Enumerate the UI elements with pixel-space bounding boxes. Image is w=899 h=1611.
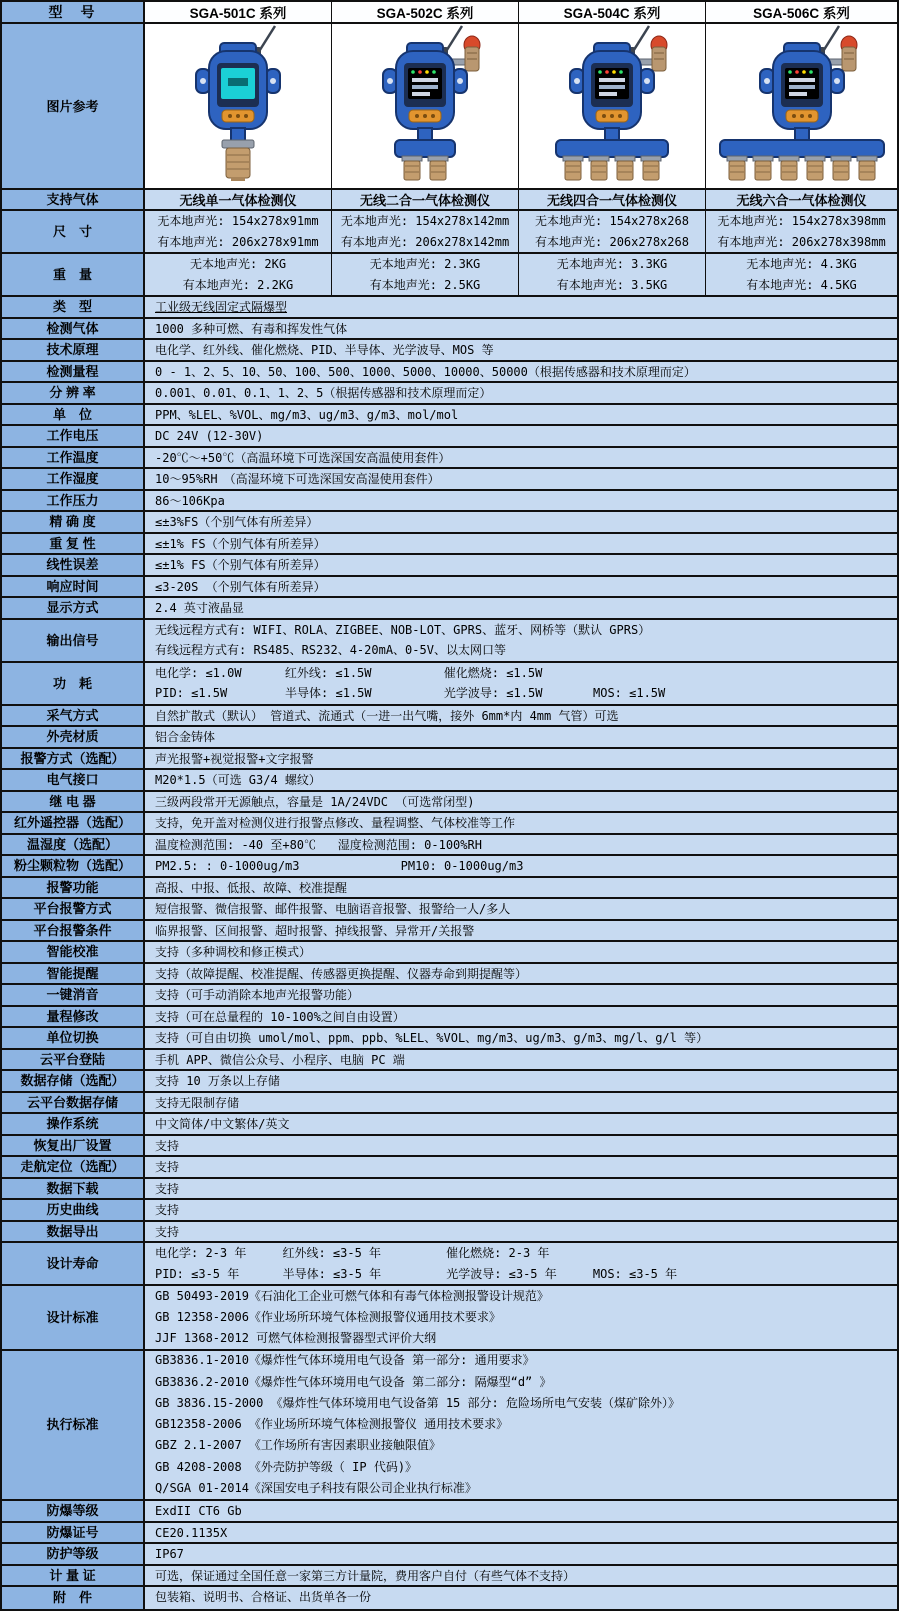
product-image-cell bbox=[519, 24, 706, 188]
product-image-cell bbox=[706, 24, 897, 188]
spec-row-value bbox=[145, 1544, 897, 1564]
spec-row-value bbox=[145, 1179, 897, 1199]
spec-row bbox=[2, 448, 897, 470]
spec-row-label: 平台报警条件 bbox=[2, 921, 145, 941]
spec-value-line: 支持（可自由切换 umol/mol、ppm、ppb、%LEL、%VOL、mg/m3、ug/m3、g/m3、mg/l、g/l 等） bbox=[155, 1031, 709, 1045]
spec-row-value bbox=[145, 1071, 897, 1091]
spec-row bbox=[2, 1501, 897, 1523]
spec-row-label: 工作压力 bbox=[2, 491, 145, 511]
spec-row bbox=[2, 1007, 897, 1029]
weight-row-label: 重 量 bbox=[2, 254, 145, 295]
weight-row-cell bbox=[145, 254, 332, 295]
spec-row-value bbox=[145, 1286, 897, 1349]
spec-row-label: 执行标准 bbox=[2, 1351, 145, 1500]
spec-row-label: 单 位 bbox=[2, 405, 145, 425]
spec-row-label: 智能校准 bbox=[2, 942, 145, 962]
spec-row bbox=[2, 985, 897, 1007]
spec-row bbox=[2, 491, 897, 513]
spec-value-line: IP67 bbox=[155, 1547, 184, 1561]
spec-row bbox=[2, 1351, 897, 1502]
product-image-row bbox=[2, 24, 897, 190]
spec-row-value bbox=[145, 319, 897, 339]
supported-gas-row bbox=[2, 190, 897, 211]
spec-row-value bbox=[145, 1587, 897, 1609]
spec-row-value bbox=[145, 383, 897, 403]
weight-row-value: 有本地声光: 4.5KG bbox=[746, 277, 857, 292]
spec-row-label: 重 复 性 bbox=[2, 534, 145, 554]
spec-row-label: 功 耗 bbox=[2, 663, 145, 704]
spec-row-label: 防爆等级 bbox=[2, 1501, 145, 1521]
spec-row bbox=[2, 1523, 897, 1545]
spec-value-line: GB 50493-2019《石油化工企业可燃气体和有毒气体检测报警设计规范》 bbox=[155, 1289, 549, 1303]
size-row bbox=[2, 211, 897, 254]
spec-row bbox=[2, 856, 897, 878]
spec-row bbox=[2, 1222, 897, 1244]
size-row-value: 无本地声光: 154x278x398mm bbox=[717, 213, 886, 228]
spec-row-value bbox=[145, 835, 897, 855]
spec-value-line: 支持（可手动消除本地声光报警功能） bbox=[155, 988, 360, 1002]
spec-row-value bbox=[145, 297, 897, 317]
spec-value-line: JJF 1368-2012 可燃气体检测报警器型式评价大纲 bbox=[155, 1330, 437, 1345]
spec-value-line: PPM、%LEL、%VOL、mg/m3、ug/m3、g/m3、mol/mol bbox=[155, 407, 459, 422]
spec-row bbox=[2, 1566, 897, 1588]
spec-row-label: 报警功能 bbox=[2, 878, 145, 898]
spec-row-value bbox=[145, 899, 897, 919]
spec-row-label: 报警方式（选配） bbox=[2, 749, 145, 769]
spec-value-line: GB3836.1-2010《爆炸性气体环境用电气设备 第一部分: 通用要求》 bbox=[155, 1353, 535, 1368]
spec-value-line: 86～106Kpa bbox=[155, 493, 225, 508]
spec-value-line: 工业级无线固定式隔爆型 bbox=[155, 300, 288, 314]
weight-row-value: 无本地声光: 2.3KG bbox=[369, 256, 481, 271]
spec-value-line: 手机 APP、微信公众号、小程序、电脑 PC 端 bbox=[155, 1052, 405, 1067]
spec-row bbox=[2, 383, 897, 405]
spec-row-label: 检测量程 bbox=[2, 362, 145, 382]
spec-row bbox=[2, 1028, 897, 1050]
spec-value-line: 无线远程方式有: WIFI、ROLA、ZIGBEE、NOB-LOT、GPRS、蓝牙、网桥等（默认 GPRS） bbox=[155, 622, 651, 637]
spec-row-value bbox=[145, 426, 897, 446]
spec-value-line: 支持（故障提醒、校准提醒、传感器更换提醒、仪器寿命到期提醒等） bbox=[155, 966, 528, 981]
spec-row-label: 类 型 bbox=[2, 297, 145, 317]
spec-row-label: 数据导出 bbox=[2, 1222, 145, 1242]
spec-row bbox=[2, 1243, 897, 1286]
spec-value-line: 电化学: 2-3 年 红外线: ≤3-5 年 催化燃烧: 2-3 年 bbox=[155, 1246, 550, 1260]
spec-value-line: PID: ≤3-5 年 半导体: ≤3-5 年 光学波导: ≤3-5 年 MOS: ≤3-5 年 bbox=[155, 1266, 678, 1281]
weight-row-value: 有本地声光: 2.5KG bbox=[369, 277, 481, 292]
spec-row bbox=[2, 340, 897, 362]
spec-row-label: 防护等级 bbox=[2, 1544, 145, 1564]
size-row-cell bbox=[145, 211, 332, 252]
spec-value-line: 可选，保证通过全国任意一家第三方计量院，费用客户自付（有些气体不支持） bbox=[155, 1568, 576, 1583]
spec-row-label: 电气接口 bbox=[2, 770, 145, 790]
spec-value-line: GB3836.2-2010《爆炸性气体环境用电气设备 第二部分: 隔爆型“d” 》 bbox=[155, 1374, 552, 1389]
spec-row-value bbox=[145, 491, 897, 511]
spec-value-line: 三级两段常开无源触点，容量是 1A/24VDC （可选常闭型) bbox=[155, 794, 475, 809]
size-row-value: 无本地声光: 154x278x142mm bbox=[340, 213, 510, 228]
spec-row bbox=[2, 749, 897, 771]
spec-row-value bbox=[145, 1566, 897, 1586]
spec-row-label: 量程修改 bbox=[2, 1007, 145, 1027]
weight-row-value: 无本地声光: 2KG bbox=[189, 256, 287, 271]
size-row-label: 尺 寸 bbox=[2, 211, 145, 252]
spec-row-label: 工作温度 bbox=[2, 448, 145, 468]
spec-row-label: 采气方式 bbox=[2, 706, 145, 726]
size-row-value: 有本地声光: 206x278x91mm bbox=[157, 234, 319, 249]
spec-row-label: 一键消音 bbox=[2, 985, 145, 1005]
size-row-value: 无本地声光: 154x278x268 bbox=[535, 213, 689, 228]
size-row-cell bbox=[332, 211, 519, 252]
spec-value-line: ≤±1% FS（个别气体有所差异） bbox=[155, 558, 326, 572]
sga-501c-detector-image bbox=[148, 25, 328, 188]
spec-row-value bbox=[145, 706, 897, 726]
spec-value-line: DC 24V (12-30V) bbox=[155, 429, 264, 443]
spec-row-label: 输出信号 bbox=[2, 620, 145, 661]
spec-row-value bbox=[145, 340, 897, 360]
spec-value-line: 电化学、红外线、催化燃烧、PID、半导体、光学波导、MOS 等 bbox=[155, 343, 494, 357]
spec-row-value bbox=[145, 620, 897, 661]
spec-row-value bbox=[145, 813, 897, 833]
model-header-cell: SGA-502C 系列 bbox=[332, 2, 519, 22]
spec-row bbox=[2, 534, 897, 556]
supported-gas-cell: 无线单一气体检测仪 bbox=[145, 190, 332, 209]
supported-gas-cell: 无线四合一气体检测仪 bbox=[519, 190, 706, 209]
spec-row-label: 外壳材质 bbox=[2, 727, 145, 747]
spec-value-line: Q/SGA 01-2014《深国安电子科技有限公司企业执行标准》 bbox=[155, 1480, 477, 1495]
spec-row-label: 线性误差 bbox=[2, 555, 145, 575]
spec-row bbox=[2, 512, 897, 534]
spec-value-line: ≤±3%FS（个别气体有所差异） bbox=[155, 515, 319, 529]
spec-value-line: M20*1.5（可选 G3/4 螺纹） bbox=[155, 773, 321, 787]
spec-value-line: 0.001、0.01、0.1、1、2、5（根据传感器和技术原理而定） bbox=[155, 386, 492, 400]
spec-value-line: 支持 bbox=[155, 1203, 180, 1217]
spec-value-line: 温度检测范围: -40 至+80℃ 湿度检测范围: 0-100%RH bbox=[155, 837, 482, 852]
spec-row-value bbox=[145, 362, 897, 382]
spec-row bbox=[2, 598, 897, 620]
product-image-cell bbox=[145, 24, 332, 188]
spec-row bbox=[2, 1114, 897, 1136]
spec-row-value bbox=[145, 512, 897, 532]
spec-row-label: 恢复出厂设置 bbox=[2, 1136, 145, 1156]
sga-502c-detector-image bbox=[335, 25, 515, 188]
spec-row bbox=[2, 1200, 897, 1222]
spec-row-value bbox=[145, 1157, 897, 1177]
spec-row bbox=[2, 663, 897, 706]
spec-row bbox=[2, 1587, 897, 1609]
spec-row-label: 单位切换 bbox=[2, 1028, 145, 1048]
spec-value-line: 电化学: ≤1.0W 红外线: ≤1.5W 催化燃烧: ≤1.5W bbox=[155, 665, 543, 680]
weight-row-value: 无本地声光: 4.3KG bbox=[746, 256, 857, 271]
spec-value-line: 支持 bbox=[155, 1138, 180, 1153]
spec-value-line: PM2.5: : 0-1000ug/m3 PM10: 0-1000ug/m3 bbox=[155, 859, 524, 873]
spec-row bbox=[2, 792, 897, 814]
spec-row-label: 分 辨 率 bbox=[2, 383, 145, 403]
sga-506c-detector-image bbox=[712, 25, 892, 188]
spec-row-value bbox=[145, 405, 897, 425]
spec-row bbox=[2, 878, 897, 900]
spec-value-line: 高报、中报、低报、故障、校准提醒 bbox=[155, 880, 348, 895]
spec-value-line: GB 12358-2006《作业场所环境气体检测报警仪通用技术要求》 bbox=[155, 1309, 501, 1324]
spec-row-label: 设计标准 bbox=[2, 1286, 145, 1349]
spec-row-label: 云平台登陆 bbox=[2, 1050, 145, 1070]
spec-value-line: 中文简体/中文繁体/英文 bbox=[155, 1117, 290, 1131]
spec-row-value bbox=[145, 577, 897, 597]
spec-row-value bbox=[145, 1093, 897, 1113]
spec-row-label: 平台报警方式 bbox=[2, 899, 145, 919]
model-header-label: 型 号 bbox=[2, 2, 145, 22]
weight-row-value: 有本地声光: 2.2KG bbox=[182, 277, 294, 292]
spec-row bbox=[2, 469, 897, 491]
spec-value-line: 声光报警+视觉报警+文字报警 bbox=[155, 751, 314, 766]
spec-row-value bbox=[145, 448, 897, 468]
spec-row-value bbox=[145, 985, 897, 1005]
spec-row bbox=[2, 1157, 897, 1179]
spec-row bbox=[2, 1050, 897, 1072]
spec-row-value bbox=[145, 1222, 897, 1242]
spec-row-value bbox=[145, 1523, 897, 1543]
weight-row-value: 有本地声光: 3.5KG bbox=[556, 277, 668, 292]
model-header-cell: SGA-501C 系列 bbox=[145, 2, 332, 22]
spec-row-label: 红外遥控器（选配） bbox=[2, 813, 145, 833]
spec-row-value bbox=[145, 1007, 897, 1027]
spec-row-value bbox=[145, 942, 897, 962]
spec-row bbox=[2, 770, 897, 792]
spec-value-line: 临界报警、区间报警、超时报警、掉线报警、异常开/关报警 bbox=[155, 923, 475, 938]
spec-row-value bbox=[145, 555, 897, 575]
supported-gas-cell: 无线二合一气体检测仪 bbox=[332, 190, 519, 209]
weight-row-value: 无本地声光: 3.3KG bbox=[556, 256, 668, 271]
spec-row-label: 粉尘颗粒物（选配） bbox=[2, 856, 145, 876]
spec-row-label: 云平台数据存储 bbox=[2, 1093, 145, 1113]
spec-row bbox=[2, 1179, 897, 1201]
spec-row-value bbox=[145, 598, 897, 618]
spec-row bbox=[2, 1286, 897, 1351]
spec-value-line: PID: ≤1.5W 半导体: ≤1.5W 光学波导: ≤1.5W MOS: ≤1.5W bbox=[155, 686, 666, 700]
model-header-cell: SGA-504C 系列 bbox=[519, 2, 706, 22]
size-row-value: 无本地声光: 154x278x91mm bbox=[157, 213, 319, 228]
model-header-cell: SGA-506C 系列 bbox=[706, 2, 897, 22]
spec-row-label: 响应时间 bbox=[2, 577, 145, 597]
spec-row bbox=[2, 727, 897, 749]
spec-row bbox=[2, 1071, 897, 1093]
spec-row bbox=[2, 942, 897, 964]
spec-value-line: 自然扩散式（默认） 管道式、流通式（一进一出气嘴，接外 6mm*内 4mm 气管）可选 bbox=[155, 708, 619, 723]
spec-row-value bbox=[145, 1351, 897, 1500]
spec-row bbox=[2, 577, 897, 599]
supported-gas-cell: 无线六合一气体检测仪 bbox=[706, 190, 897, 209]
size-row-value: 有本地声光: 206x278x268 bbox=[535, 234, 689, 249]
spec-row bbox=[2, 405, 897, 427]
spec-row-label: 附 件 bbox=[2, 1587, 145, 1609]
spec-row-label: 工作湿度 bbox=[2, 469, 145, 489]
weight-row-cell bbox=[706, 254, 897, 295]
spec-row-label: 防爆证号 bbox=[2, 1523, 145, 1543]
spec-row-value bbox=[145, 1200, 897, 1220]
spec-row-label: 计 量 证 bbox=[2, 1566, 145, 1586]
spec-row-value bbox=[145, 749, 897, 769]
spec-row bbox=[2, 835, 897, 857]
spec-value-line: 有线远程方式有: RS485、RS232、4-20mA、0-5V、以太网口等 bbox=[155, 643, 506, 657]
spec-row bbox=[2, 899, 897, 921]
spec-row-value bbox=[145, 1136, 897, 1156]
spec-row-value bbox=[145, 534, 897, 554]
spec-row-value bbox=[145, 964, 897, 984]
spec-row-label: 数据存储（选配） bbox=[2, 1071, 145, 1091]
spec-row-value bbox=[145, 856, 897, 876]
product-image-cell bbox=[332, 24, 519, 188]
spec-value-line: 1000 多种可燃、有毒和挥发性气体 bbox=[155, 321, 348, 336]
spec-row bbox=[2, 921, 897, 943]
spec-row bbox=[2, 620, 897, 663]
spec-value-line: GB 4208-2008 《外壳防护等级（ IP 代码)》 bbox=[155, 1459, 418, 1474]
spec-row bbox=[2, 1093, 897, 1115]
spec-row-label: 智能提醒 bbox=[2, 964, 145, 984]
spec-row-value bbox=[145, 1028, 897, 1048]
spec-row-label: 工作电压 bbox=[2, 426, 145, 446]
size-row-value: 有本地声光: 206x278x398mm bbox=[717, 234, 886, 249]
spec-value-line: 支持 10 万条以上存储 bbox=[155, 1074, 280, 1088]
spec-row-label: 温湿度（选配） bbox=[2, 835, 145, 855]
spec-value-line: 铝合金铸体 bbox=[155, 730, 216, 744]
spec-row-label: 操作系统 bbox=[2, 1114, 145, 1134]
spec-row bbox=[2, 555, 897, 577]
spec-value-line: 支持 bbox=[155, 1224, 180, 1239]
spec-row bbox=[2, 319, 897, 341]
weight-row bbox=[2, 254, 897, 297]
spec-row-value bbox=[145, 1501, 897, 1521]
weight-row-cell bbox=[332, 254, 519, 295]
image-row-label: 图片参考 bbox=[2, 24, 145, 188]
spec-row-label: 显示方式 bbox=[2, 598, 145, 618]
spec-row-value bbox=[145, 727, 897, 747]
spec-row-label: 继 电 器 bbox=[2, 792, 145, 812]
sga-504c-detector-image bbox=[522, 25, 702, 188]
size-row-cell bbox=[519, 211, 706, 252]
spec-row-value bbox=[145, 878, 897, 898]
spec-value-line: GB 3836.15-2000 《爆炸性气体环境用电气设备第 15 部分: 危险场所电气安装（煤矿除外）》 bbox=[155, 1395, 680, 1410]
spec-row-label: 数据下载 bbox=[2, 1179, 145, 1199]
spec-value-line: ≤3-20S （个别气体有所差异） bbox=[155, 579, 326, 594]
model-header-row bbox=[2, 2, 897, 24]
spec-value-line: 10～95%RH （高湿环境下可选深国安高湿使用套件） bbox=[155, 472, 440, 486]
spec-value-line: GBZ 2.1-2007 《工作场所有害因素职业接触限值》 bbox=[155, 1438, 441, 1453]
weight-row-cell bbox=[519, 254, 706, 295]
spec-row-label: 技术原理 bbox=[2, 340, 145, 360]
spec-value-line: 支持无限制存储 bbox=[155, 1095, 240, 1110]
spec-value-line: 支持 bbox=[155, 1160, 180, 1174]
spec-value-line: 支持 bbox=[155, 1181, 180, 1196]
spec-row-label: 设计寿命 bbox=[2, 1243, 145, 1284]
spec-value-line: 0 - 1、2、5、10、50、100、500、1000、5000、10000、50000（根据传感器和技术原理而定） bbox=[155, 364, 696, 379]
spec-row bbox=[2, 297, 897, 319]
spec-value-line: GB12358-2006 《作业场所环境气体检测报警仪 通用技术要求》 bbox=[155, 1417, 509, 1432]
spec-row-value bbox=[145, 1114, 897, 1134]
spec-value-line: ExdII CT6 Gb bbox=[155, 1504, 242, 1518]
spec-value-line: ≤±1% FS（个别气体有所差异） bbox=[155, 536, 326, 551]
spec-row-value bbox=[145, 1243, 897, 1284]
spec-row-value bbox=[145, 1050, 897, 1070]
spec-value-line: 短信报警、微信报警、邮件报警、电脑语音报警、报警给一人/多人 bbox=[155, 902, 511, 916]
spec-row-value bbox=[145, 921, 897, 941]
spec-row-label: 精 确 度 bbox=[2, 512, 145, 532]
spec-row-value bbox=[145, 469, 897, 489]
spec-row-value bbox=[145, 770, 897, 790]
spec-row-label: 历史曲线 bbox=[2, 1200, 145, 1220]
spec-value-line: 包装箱、说明书、合格证、出货单各一份 bbox=[155, 1590, 372, 1605]
spec-row-value bbox=[145, 663, 897, 704]
spec-value-line: 支持（可在总量程的 10-100%之间自由设置） bbox=[155, 1009, 405, 1024]
spec-row bbox=[2, 1544, 897, 1566]
spec-value-line: -20℃～+50℃（高温环境下可选深国安高温使用套件） bbox=[155, 450, 451, 465]
spec-value-line: 支持（多种调校和修正模式） bbox=[155, 945, 312, 959]
spec-row bbox=[2, 813, 897, 835]
spec-row-label: 检测气体 bbox=[2, 319, 145, 339]
spec-value-line: 2.4 英寸液晶显 bbox=[155, 601, 244, 615]
gas-row-label: 支持气体 bbox=[2, 190, 145, 209]
size-row-cell bbox=[706, 211, 897, 252]
spec-row bbox=[2, 362, 897, 384]
spec-value-line: 支持，免开盖对检测仪进行报警点修改、量程调整、气体校准等工作 bbox=[155, 816, 516, 830]
size-row-value: 有本地声光: 206x278x142mm bbox=[340, 234, 510, 249]
spec-row bbox=[2, 426, 897, 448]
spec-row bbox=[2, 706, 897, 728]
spec-value-line: CE20.1135X bbox=[155, 1525, 228, 1540]
spec-row bbox=[2, 964, 897, 986]
spec-row-value bbox=[145, 792, 897, 812]
spec-row-label: 走航定位（选配） bbox=[2, 1157, 145, 1177]
spec-row bbox=[2, 1136, 897, 1158]
